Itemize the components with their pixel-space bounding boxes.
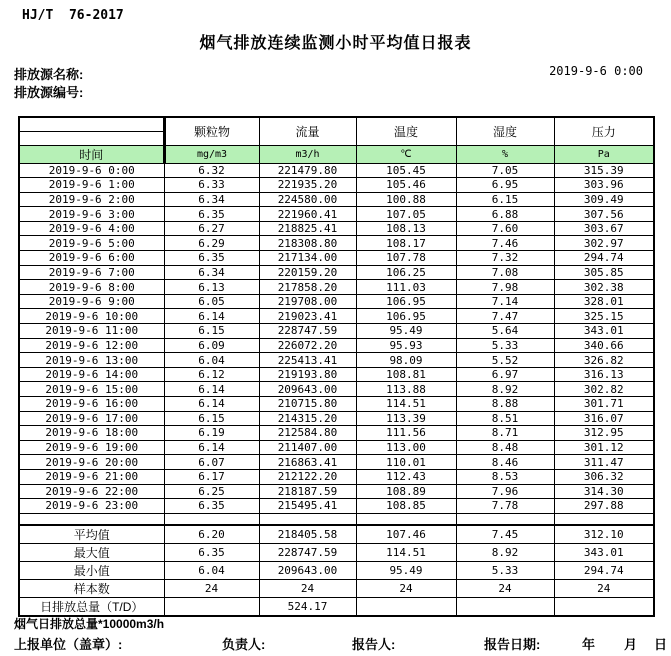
- value-cell: 108.89: [356, 484, 456, 499]
- value-cell: 8.53: [456, 469, 554, 484]
- value-cell: 524.17: [259, 598, 356, 617]
- value-cell: 6.04: [164, 353, 259, 368]
- value-cell: 8.88: [456, 397, 554, 412]
- reporter-label: 报告人:: [352, 637, 396, 652]
- table-row: [19, 426, 654, 441]
- responsible-person-label: 负责人:: [222, 637, 266, 652]
- table-header-row: [19, 117, 654, 145]
- value-cell: 220159.20: [259, 265, 356, 280]
- value-cell: 95.49: [356, 324, 456, 339]
- value-cell: 8.51: [456, 411, 554, 426]
- value-cell: 7.47: [456, 309, 554, 324]
- value-cell: 6.35: [164, 251, 259, 266]
- value-cell: 294.74: [554, 251, 654, 266]
- value-cell: 110.01: [356, 455, 456, 470]
- empty-cell: [259, 513, 356, 525]
- table-row: [19, 221, 654, 236]
- time-cell: 2019-9-6 0:00: [19, 163, 164, 178]
- time-cell: 2019-9-6 7:00: [19, 265, 164, 280]
- table-row: [19, 163, 654, 178]
- table-row: [19, 353, 654, 368]
- value-cell: 7.60: [456, 221, 554, 236]
- table-row: [19, 251, 654, 266]
- value-cell: 6.14: [164, 382, 259, 397]
- value-cell: 218187.59: [259, 484, 356, 499]
- value-cell: 24: [259, 580, 356, 598]
- value-cell: 98.09: [356, 353, 456, 368]
- value-cell: 212122.20: [259, 469, 356, 484]
- column-header-pressure: 压力: [554, 117, 654, 145]
- value-cell: 7.98: [456, 280, 554, 295]
- table-row: [19, 309, 654, 324]
- value-cell: 7.78: [456, 499, 554, 514]
- value-cell: 108.81: [356, 367, 456, 382]
- value-cell: 216863.41: [259, 455, 356, 470]
- value-cell: 5.33: [456, 338, 554, 353]
- table-row: [19, 280, 654, 295]
- table-row: [19, 382, 654, 397]
- source-name-label: 排放源名称:: [14, 67, 84, 82]
- table-row: [19, 455, 654, 470]
- value-cell: 6.05: [164, 294, 259, 309]
- time-cell: 2019-9-6 8:00: [19, 280, 164, 295]
- value-cell: 225413.41: [259, 353, 356, 368]
- value-cell: 6.34: [164, 265, 259, 280]
- value-cell: 6.34: [164, 192, 259, 207]
- value-cell: 24: [164, 580, 259, 598]
- time-cell: 2019-9-6 19:00: [19, 440, 164, 455]
- value-cell: 7.05: [456, 163, 554, 178]
- summary-row: [19, 562, 654, 580]
- value-cell: 294.74: [554, 562, 654, 580]
- value-cell: 301.71: [554, 397, 654, 412]
- time-cell: 2019-9-6 6:00: [19, 251, 164, 266]
- value-cell: 316.07: [554, 411, 654, 426]
- year-label: 年: [582, 637, 596, 652]
- value-cell: 217134.00: [259, 251, 356, 266]
- value-cell: 8.71: [456, 426, 554, 441]
- empty-cell: [164, 513, 259, 525]
- value-cell: 6.25: [164, 484, 259, 499]
- value-cell: 114.51: [356, 397, 456, 412]
- spacer-row: [19, 513, 654, 525]
- value-cell: [554, 598, 654, 617]
- value-cell: 221479.80: [259, 163, 356, 178]
- table-row: [19, 294, 654, 309]
- time-cell: 2019-9-6 16:00: [19, 397, 164, 412]
- table-row: [19, 265, 654, 280]
- value-cell: 106.25: [356, 265, 456, 280]
- time-cell: 2019-9-6 4:00: [19, 221, 164, 236]
- value-cell: 6.33: [164, 178, 259, 193]
- value-cell: 7.96: [456, 484, 554, 499]
- column-header-flow: 流量: [259, 117, 356, 145]
- value-cell: 209643.00: [259, 382, 356, 397]
- value-cell: 6.15: [164, 411, 259, 426]
- value-cell: 306.32: [554, 469, 654, 484]
- value-cell: 224580.00: [259, 192, 356, 207]
- time-cell: 2019-9-6 18:00: [19, 426, 164, 441]
- value-cell: 5.52: [456, 353, 554, 368]
- month-label: 月: [624, 637, 638, 652]
- day-label: 日: [654, 637, 668, 652]
- value-cell: 114.51: [356, 544, 456, 562]
- value-cell: 6.95: [456, 178, 554, 193]
- value-cell: 6.17: [164, 469, 259, 484]
- value-cell: 311.47: [554, 455, 654, 470]
- time-header-cell: 时间: [19, 145, 164, 163]
- value-cell: 218308.80: [259, 236, 356, 251]
- value-cell: 215495.41: [259, 499, 356, 514]
- value-cell: 218825.41: [259, 221, 356, 236]
- value-cell: 6.27: [164, 221, 259, 236]
- corner-cell: [19, 117, 164, 145]
- value-cell: 6.15: [164, 324, 259, 339]
- value-cell: 6.12: [164, 367, 259, 382]
- value-cell: 7.45: [456, 525, 554, 544]
- empty-cell: [19, 513, 164, 525]
- value-cell: 24: [456, 580, 554, 598]
- time-cell: 2019-9-6 22:00: [19, 484, 164, 499]
- value-cell: 211407.00: [259, 440, 356, 455]
- spacer-body: [19, 513, 654, 525]
- value-cell: 315.39: [554, 163, 654, 178]
- time-cell: 2019-9-6 15:00: [19, 382, 164, 397]
- column-header-temperature: 温度: [356, 117, 456, 145]
- table-units-row: [19, 145, 654, 163]
- time-cell: 2019-9-6 23:00: [19, 499, 164, 514]
- empty-cell: [356, 513, 456, 525]
- column-header-particulate: 颗粒物: [164, 117, 259, 145]
- value-cell: 6.35: [164, 499, 259, 514]
- value-cell: 221960.41: [259, 207, 356, 222]
- value-cell: 112.43: [356, 469, 456, 484]
- value-cell: 6.14: [164, 309, 259, 324]
- value-cell: 343.01: [554, 544, 654, 562]
- table-row: [19, 178, 654, 193]
- standard-number: HJ/T 76-2017: [22, 8, 124, 23]
- value-cell: 302.82: [554, 382, 654, 397]
- summary-row: [19, 525, 654, 544]
- page-title: 烟气排放连续监测小时平均值日报表: [199, 35, 472, 52]
- unit-cell-flow: m3/h: [259, 145, 356, 163]
- value-cell: 326.82: [554, 353, 654, 368]
- value-cell: 108.17: [356, 236, 456, 251]
- time-cell: 2019-9-6 20:00: [19, 455, 164, 470]
- time-cell: 2019-9-6 3:00: [19, 207, 164, 222]
- table-row: [19, 338, 654, 353]
- value-cell: 106.95: [356, 309, 456, 324]
- time-cell: 2019-9-6 9:00: [19, 294, 164, 309]
- value-cell: 212584.80: [259, 426, 356, 441]
- value-cell: 6.13: [164, 280, 259, 295]
- summary-label-cell: 平均值: [19, 525, 164, 544]
- value-cell: 209643.00: [259, 562, 356, 580]
- value-cell: 105.46: [356, 178, 456, 193]
- value-cell: 307.56: [554, 207, 654, 222]
- value-cell: 305.85: [554, 265, 654, 280]
- value-cell: 113.00: [356, 440, 456, 455]
- value-cell: 314.30: [554, 484, 654, 499]
- value-cell: 302.97: [554, 236, 654, 251]
- total-emission-note: 烟气日排放总量*10000m3/h: [14, 617, 165, 631]
- value-cell: 111.03: [356, 280, 456, 295]
- value-cell: 8.46: [456, 455, 554, 470]
- value-cell: 217858.20: [259, 280, 356, 295]
- value-cell: 8.92: [456, 382, 554, 397]
- value-cell: 6.32: [164, 163, 259, 178]
- value-cell: [164, 598, 259, 617]
- unit-cell-particulate: mg/m3: [164, 145, 259, 163]
- column-header-humidity: 湿度: [456, 117, 554, 145]
- value-cell: 214315.20: [259, 411, 356, 426]
- time-cell: 2019-9-6 5:00: [19, 236, 164, 251]
- time-cell: 2019-9-6 13:00: [19, 353, 164, 368]
- time-cell: 2019-9-6 11:00: [19, 324, 164, 339]
- value-cell: 219023.41: [259, 309, 356, 324]
- value-cell: 100.88: [356, 192, 456, 207]
- table-row: [19, 192, 654, 207]
- table-row: [19, 440, 654, 455]
- value-cell: 8.48: [456, 440, 554, 455]
- value-cell: 5.64: [456, 324, 554, 339]
- summary-row: [19, 544, 654, 562]
- value-cell: 107.05: [356, 207, 456, 222]
- summary-label-cell: 最大值: [19, 544, 164, 562]
- signature-line: [0, 634, 671, 650]
- value-cell: 303.67: [554, 221, 654, 236]
- value-cell: 7.46: [456, 236, 554, 251]
- value-cell: 6.35: [164, 207, 259, 222]
- value-cell: 95.49: [356, 562, 456, 580]
- summary-row: [19, 598, 654, 617]
- empty-cell: [554, 513, 654, 525]
- table-row: [19, 324, 654, 339]
- value-cell: 108.13: [356, 221, 456, 236]
- value-cell: 221935.20: [259, 178, 356, 193]
- value-cell: 108.85: [356, 499, 456, 514]
- value-cell: 6.20: [164, 525, 259, 544]
- value-cell: 6.07: [164, 455, 259, 470]
- value-cell: 7.08: [456, 265, 554, 280]
- value-cell: 210715.80: [259, 397, 356, 412]
- value-cell: 6.14: [164, 440, 259, 455]
- value-cell: 113.88: [356, 382, 456, 397]
- unit-cell-humidity: %: [456, 145, 554, 163]
- value-cell: 6.15: [456, 192, 554, 207]
- table-row: [19, 411, 654, 426]
- unit-cell-pressure: Pa: [554, 145, 654, 163]
- time-cell: 2019-9-6 10:00: [19, 309, 164, 324]
- report-date-label: 报告日期:: [484, 637, 541, 652]
- report-datetime: 2019-9-6 0:00: [549, 64, 643, 78]
- table-row: [19, 207, 654, 222]
- value-cell: 218405.58: [259, 525, 356, 544]
- value-cell: [456, 598, 554, 617]
- value-cell: 228747.59: [259, 544, 356, 562]
- value-cell: 301.12: [554, 440, 654, 455]
- value-cell: 343.01: [554, 324, 654, 339]
- value-cell: 219708.00: [259, 294, 356, 309]
- value-cell: [356, 598, 456, 617]
- value-cell: 325.15: [554, 309, 654, 324]
- value-cell: 312.95: [554, 426, 654, 441]
- table-row: [19, 367, 654, 382]
- summary-body: [19, 525, 654, 616]
- value-cell: 7.32: [456, 251, 554, 266]
- value-cell: 340.66: [554, 338, 654, 353]
- unit-cell-temperature: ℃: [356, 145, 456, 163]
- value-cell: 303.96: [554, 178, 654, 193]
- value-cell: 6.29: [164, 236, 259, 251]
- value-cell: 24: [356, 580, 456, 598]
- value-cell: 106.95: [356, 294, 456, 309]
- value-cell: 7.14: [456, 294, 554, 309]
- summary-label-cell: 样本数: [19, 580, 164, 598]
- time-cell: 2019-9-6 1:00: [19, 178, 164, 193]
- value-cell: 309.49: [554, 192, 654, 207]
- value-cell: 95.93: [356, 338, 456, 353]
- value-cell: 219193.80: [259, 367, 356, 382]
- time-cell: 2019-9-6 12:00: [19, 338, 164, 353]
- value-cell: 24: [554, 580, 654, 598]
- time-cell: 2019-9-6 17:00: [19, 411, 164, 426]
- value-cell: 113.39: [356, 411, 456, 426]
- value-cell: 226072.20: [259, 338, 356, 353]
- empty-cell: [456, 513, 554, 525]
- value-cell: 312.10: [554, 525, 654, 544]
- value-cell: 5.33: [456, 562, 554, 580]
- value-cell: 6.09: [164, 338, 259, 353]
- value-cell: 6.19: [164, 426, 259, 441]
- table-row: [19, 397, 654, 412]
- value-cell: 316.13: [554, 367, 654, 382]
- table-row: [19, 499, 654, 514]
- summary-label-cell: 最小值: [19, 562, 164, 580]
- value-cell: 8.92: [456, 544, 554, 562]
- table-row: [19, 469, 654, 484]
- corner-split-line: [20, 131, 163, 132]
- time-cell: 2019-9-6 21:00: [19, 469, 164, 484]
- table-head: [19, 117, 654, 163]
- table-body: [19, 163, 654, 513]
- value-cell: 297.88: [554, 499, 654, 514]
- report-table: [18, 116, 655, 617]
- value-cell: 6.97: [456, 367, 554, 382]
- value-cell: 6.35: [164, 544, 259, 562]
- time-cell: 2019-9-6 14:00: [19, 367, 164, 382]
- table-row: [19, 484, 654, 499]
- table-row: [19, 236, 654, 251]
- value-cell: 107.78: [356, 251, 456, 266]
- value-cell: 107.46: [356, 525, 456, 544]
- value-cell: 228747.59: [259, 324, 356, 339]
- value-cell: 6.14: [164, 397, 259, 412]
- value-cell: 111.56: [356, 426, 456, 441]
- report-unit-label: 上报单位（盖章）:: [14, 637, 123, 652]
- value-cell: 328.01: [554, 294, 654, 309]
- value-cell: 6.04: [164, 562, 259, 580]
- summary-label-cell: 日排放总量（T/D）: [19, 598, 164, 617]
- value-cell: 6.88: [456, 207, 554, 222]
- value-cell: 302.38: [554, 280, 654, 295]
- summary-row: [19, 580, 654, 598]
- value-cell: 105.45: [356, 163, 456, 178]
- source-id-label: 排放源编号:: [14, 85, 84, 100]
- time-cell: 2019-9-6 2:00: [19, 192, 164, 207]
